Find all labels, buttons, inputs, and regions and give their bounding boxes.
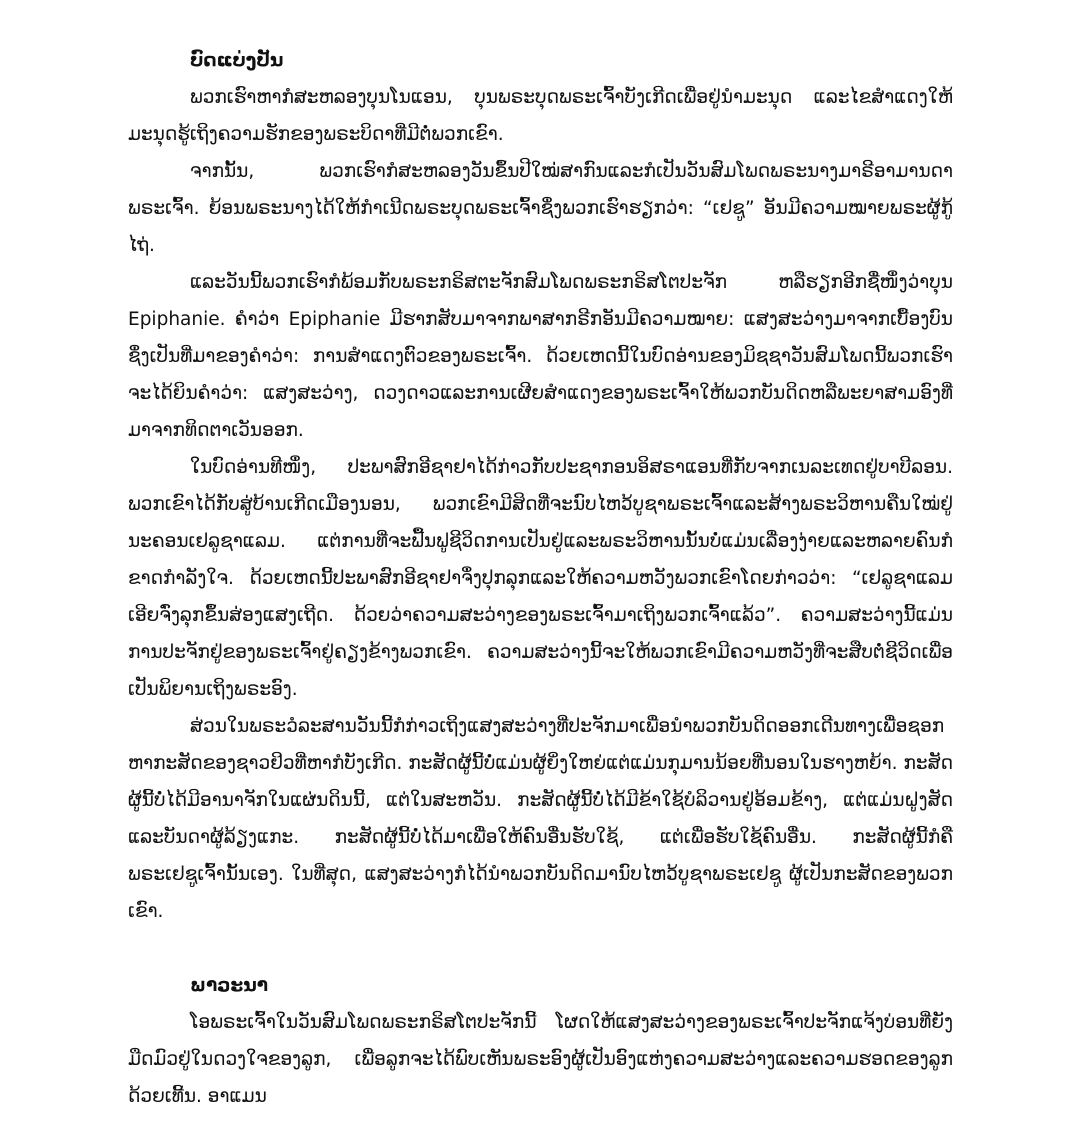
prayer-heading: ພາວະນາ [190,975,269,996]
reflection-paragraph-1: ພວກເຮົາຫາກໍສະຫລອງບຸນໂນແອນ, ບຸນພຣະບຸດພຣະເຈົ້າບັງເກີດເພື່ອຢູ່ນຳມະນຸດ ແລະໄຂສຳແດງໃຫ້ມະນຸດຮູ້ເຖິງຄວາມຮັກຂອງພຣະບິດາທີ່ມີຕໍ່ພວກເຂົາ. [128,87,953,145]
reflection-heading: ບົດແບ່ງປັນ [190,50,284,71]
reflection-paragraph-2: ຈາກນັ້ນ, ພວກເຮົາກໍສະຫລອງວັນຂຶ້ນປີໃໝ່ສາກົນແລະກໍເປັນວັນສົມໂພດພຣະນາງມາຣີອາມານດາພຣະເຈົ້າ. ຍ້ອນພຣະນາງໄດ້ໃຫ້ກຳເນີດພຣະບຸດພຣະເຈົ້າຊຶ່ງພວກເຮົາຮຽກວ່າ: “ເຢຊູ” ອັນມີຄວາມໝາຍພຣະຜູ້ກູ້ໄຖ່. [128,161,953,256]
document-page [128,42,953,1115]
section-gap [128,930,953,967]
prayer-paragraph: ໂອພຣະເຈົ້າໃນວັນສົມໂພດພຣະກຣິສໂຕປະຈັກນີ້ ໂຜດໃຫ້ແສງສະວ່າງຂອງພຣະເຈົ້າປະຈັກແຈ້ງບ່ອນທີ່ຍັງມືດມົວຢູ່ໃນດວງໃຈຂອງລູກ, ເພື່ອລູກຈະໄດ້ພົບເຫັນພຣະອົງຜູ້ເປັນອົງແຫ່ງຄວາມສະວ່າງແລະຄວາມຮອດຂອງລູກດ້ວຍເທີ້ນ. ອາແມນ [128,1012,953,1107]
reflection-paragraph-5: ສ່ວນໃນພຣະວໍລະສານວັນນີ້ກໍກ່າວເຖິງແສງສະວ່າງທີ່ປະຈັກມາເພື່ອນຳພວກບັນດິດອອກເດີນທາງເພື່ອຊອກຫາກະສັດຂອງຊາວຢິວທີ່ຫາກໍບັງເກີດ. ກະສັດຜູ້ນີ້ບໍ່ແມ່ນຜູ້ຍິ່ງໃຫຍ່ແຕ່ແມ່ນກຸມານນ້ອຍທີ່ນອນໃນຮາງຫຍ້າ. ກະສັດຜູ້ນີ້ບໍ່ໄດ້ມີອານາຈັກໃນແຜ່ນດິນນີ້, ແຕ່ໃນສະຫວັນ. ກະສັດຜູ້ນີ້ບໍ່ໄດ້ມີຂ້າໃຊ້ບໍລິວານຢູ່ອ້ອມຂ້າງ, ແຕ່ແມ່ນຝູງສັດແລະບັນດາຜູ້ລ້ຽງແກະ. ກະສັດຜູ້ນີ້ບໍ່ໄດ້ມາເພື່ອໃຫ້ຄົນອື່ນຮັບໃຊ້, ແຕ່ເພື່ອຮັບໃຊ້ຄົນອື່ນ. ກະສັດຜູ້ນີ້ກໍຄືພຣະເຢຊູເຈົ້ານັ້ນເອງ. ໃນທີ່ສຸດ, ແສງສະວ່າງກໍໄດ້ນຳພວກບັນດິດມານົບໄຫວ້ບູຊາພຣະເຢຊູ ຜູ້ເປັນກະສັດຂອງພວກເຂົາ. [128,716,953,922]
reflection-paragraph-3: ແລະວັນນີ້ພວກເຮົາກໍພ້ອມກັບພຣະກຣິສຕະຈັກສົມໂພດພຣະກຣິສໂຕປະຈັກ ຫລືຮຽກອີກຊື່ໜຶ່ງວ່າບຸນ Epiphanie. ຄຳວ່າ Epiphanie ມີຮາກສັບມາຈາກພາສາກຣີກອັນມີຄວາມໝາຍ: ແສງສະວ່າງມາຈາກເບື້ອງບົນຊຶ່ງເປັນທີ່ມາຂອງຄຳວ່າ: ການສຳແດງຕົວຂອງພຣະເຈົ້າ. ດ້ວຍເຫດນີ້ໃນບົດອ່ານຂອງມິຊຊາວັນສົມໂພດນີ້ພວກເຮົາຈະໄດ້ຍິນຄຳວ່າ: ແສງສະວ່າງ, ດວງດາວແລະການເຜີຍສຳແດງຂອງພຣະເຈົ້າໃຫ້ພວກບັນດິດຫລືພະຍາສາມອົງທີ່ມາຈາກທິດຕາເວັນອອກ. [128,272,953,441]
reflection-paragraph-4: ໃນບົດອ່ານທີໜຶ່ງ, ປະພາສົກອີຊາຢາໄດ້ກ່າວກັບປະຊາກອນອິສຣາແອນທີ່ກັບຈາກເນລະເທດຢູ່ບາບີລອນ. ພວກເຂົາໄດ້ກັບສູ່ບ້ານເກີດເມືອງນອນ, ພວກເຂົາມີສິດທີ່ຈະນົບໄຫວ້ບູຊາພຣະເຈົ້າແລະສ້າງພຣະວິຫານຄືນໃໝ່ຢູ່ນະຄອນເຢລູຊາແລມ. ແຕ່ການທີ່ຈະຟື້ນຟູຊີວິດການເປັນຢູ່ແລະພຣະວິຫານນັ້ນບໍ່ແມ່ນເລື່ອງງ່າຍແລະຫລາຍຄົນກໍຂາດກຳລັງໃຈ. ດ້ວຍເຫດນີ້ປະພາສົກອີຊາຢາຈຶ່ງປຸກລຸກແລະໃຫ້ຄວາມຫວັງພວກເຂົາໂດຍກ່າວວ່າ: “ເຢລູຊາແລມເອີຍຈົ່ງລຸກຂຶ້ນສ່ອງແສງເຖີດ. ດ້ວຍວ່າຄວາມສະວ່າງຂອງພຣະເຈົ້າມາເຖິງພວກເຈົ້າແລ້ວ”. ຄວາມສະວ່າງນີ້ແມ່ນການປະຈັກຢູ່ຂອງພຣະເຈົ້າຢູ່ຄຽງຂ້າງພວກເຂົາ. ຄວາມສະວ່າງນີ້ຈະໃຫ້ພວກເຂົາມີຄວາມຫວັງທີ່ຈະສືບຕໍ່ຊີວິດເພື່ອເປັນພິຍານເຖິງພຣະອົງ. [128,457,953,700]
